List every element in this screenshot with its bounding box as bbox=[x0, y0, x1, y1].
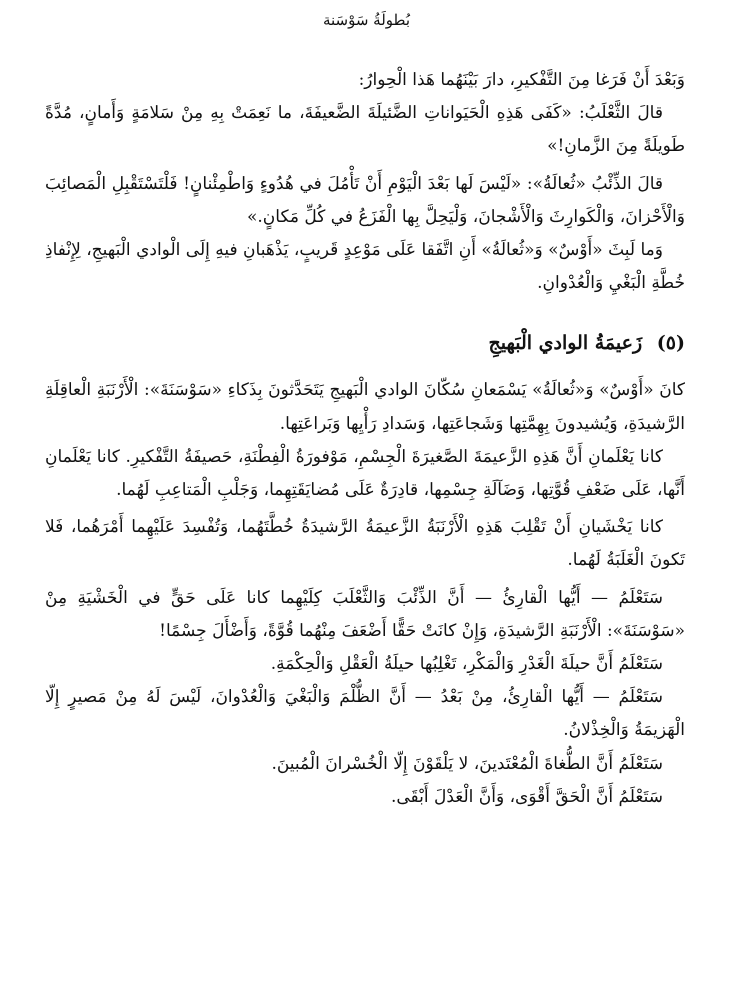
paragraph: وَبَعْدَ أَنْ فَرَغا مِنَ التَّفْكيرِ، دارَ بَيْنَهُما هَذا الْحِوارُ: bbox=[358, 70, 685, 90]
paragraph: سَتَعْلَمُ أَنَّ حيلَةَ الْغَدْرِ وَالْمَكْرِ، تَغْلِبُها حيلَةُ الْعَقْلِ وَالْحِكْمَةِ. bbox=[270, 654, 663, 675]
page-content bbox=[45, 64, 685, 814]
paragraph: وَما لَبِثَ «أَوْسٌ» وَ«ثُعالَةُ» أَنِ اتَّفَقا عَلَى مَوْعِدٍ قَريبٍ، يَذْهَبانِ فيهِ إِلَى الْوادي الْبَهيجِ، لِإِنْفاذِ خُطَّةِ الْبَغْيِ وَالْعُدْوانِ. bbox=[45, 240, 685, 294]
section-title: زَعيمَةُ الوادي الْبَهيجِ bbox=[488, 332, 643, 355]
paragraph: سَتَعْلَمُ — أَيُّها الْقارِئُ، مِنْ بَعْدُ — أَنَّ الظُّلْمَ وَالْبَغْيَ وَالْعُدْوانَ، لَيْسَ لَهُ مِنْ مَصيرٍ إِلّا الْهَزيمَةُ وَالْخِذْلانُ. bbox=[45, 687, 685, 741]
paragraph: كانا يَخْشَيانِ أَنْ تَقْلِبَ هَذِهِ الْأَرْنَبَةُ الزَّعيمَةُ الرَّشيدَةُ خُطَّتَهُما، وَتُفْسِدَ عَلَيْهِما أَمْرَهُما، فَلا تَكونَ الْغَلَبَةُ لَهُما. bbox=[45, 517, 685, 571]
paragraph: كانَ «أَوْسٌ» وَ«ثُعالَةُ» يَسْمَعانِ سُكّانَ الوادي الْبَهيجِ يَتَحَدَّثونَ بِذَكاءِ «سَوْسَنَةَ»: الْأَرْنَبَةِ الْعاقِلَةِ الرَّشيدَةِ، وَيُشيدونَ بِهِمَّتِها وَشَجاعَتِها، وَسَدادِ رَأْيِها وَبَراعَتِها. bbox=[45, 380, 685, 434]
section-number: (٥) bbox=[656, 332, 685, 355]
paragraph: قالَ الذِّئْبُ «ثُعالَةُ»: «لَيْسَ لَها بَعْدَ الْيَوْمِ أَنْ تَأْمُلَ في هُدُوءٍ وَاطْمِئْنانٍ! فَلْتَسْتَقْبِلِ الْمَصائِبَ وَالْأَحْزانَ، وَالْكَوارِثَ وَالْأَشْجانَ، وَلْيَحِلَّ بِها الْفَزَعُ في كُلِّ مَكانٍ.» bbox=[45, 173, 685, 227]
section-heading bbox=[45, 326, 685, 360]
paragraph: سَتَعْلَمُ — أَيُّها الْقارِئُ — أَنَّ الذِّئْبَ وَالثَّعْلَبَ كِلَيْهِما كانا عَلَى حَقٍّ في الْخَشْيَةِ مِنْ «سَوْسَنَةَ»: الْأَرْنَبَةِ الرَّشيدَةِ، وَإِنْ كانَتْ حَقًّا أَضْعَفَ مِنْهُما قُوَّةً، وَأَضْأَلَ جِسْمًا! bbox=[45, 587, 685, 641]
paragraph: سَتَعْلَمُ أَنَّ الْحَقَّ أَقْوَى، وَأَنَّ الْعَدْلَ أَبْقَى. bbox=[390, 786, 663, 807]
paragraph: قالَ الثَّعْلَبُ: «كَفَى هَذِهِ الْحَيَواناتِ الضَّئيلَةَ الضَّعيفَةَ، ما نَعِمَتْ بِهِ مِنْ سَلامَةٍ وَأَمانٍ، مُدَّةً طَويلَةً مِنَ الزَّمانِ!» bbox=[45, 103, 685, 157]
paragraph: كانا يَعْلَمانِ أَنَّ هَذِهِ الزَّعيمَةَ الصَّغيرَةَ الْجِسْمِ، مَوْفورَةُ الْفِطْنَةِ، حَصيفَةُ التَّفْكيرِ. كانا يَعْلَمانِ أَنَّها، عَلَى ضَعْفِ قُوَّتِها، وَضَآلَةِ جِسْمِها، قادِرَةٌ عَلَى مُضايَقَتِهِما، وَجَلْبِ الْمَتاعِبِ لَهُما. bbox=[45, 446, 685, 501]
paragraph: سَتَعْلَمُ أَنَّ الطُّغاةَ الْمُعْتَدينَ، لا يَلْقَوْنَ إِلّا الْخُسْرانَ الْمُبينَ. bbox=[271, 753, 663, 774]
running-header: بُطولَةُ سَوْسَنة bbox=[322, 11, 411, 29]
